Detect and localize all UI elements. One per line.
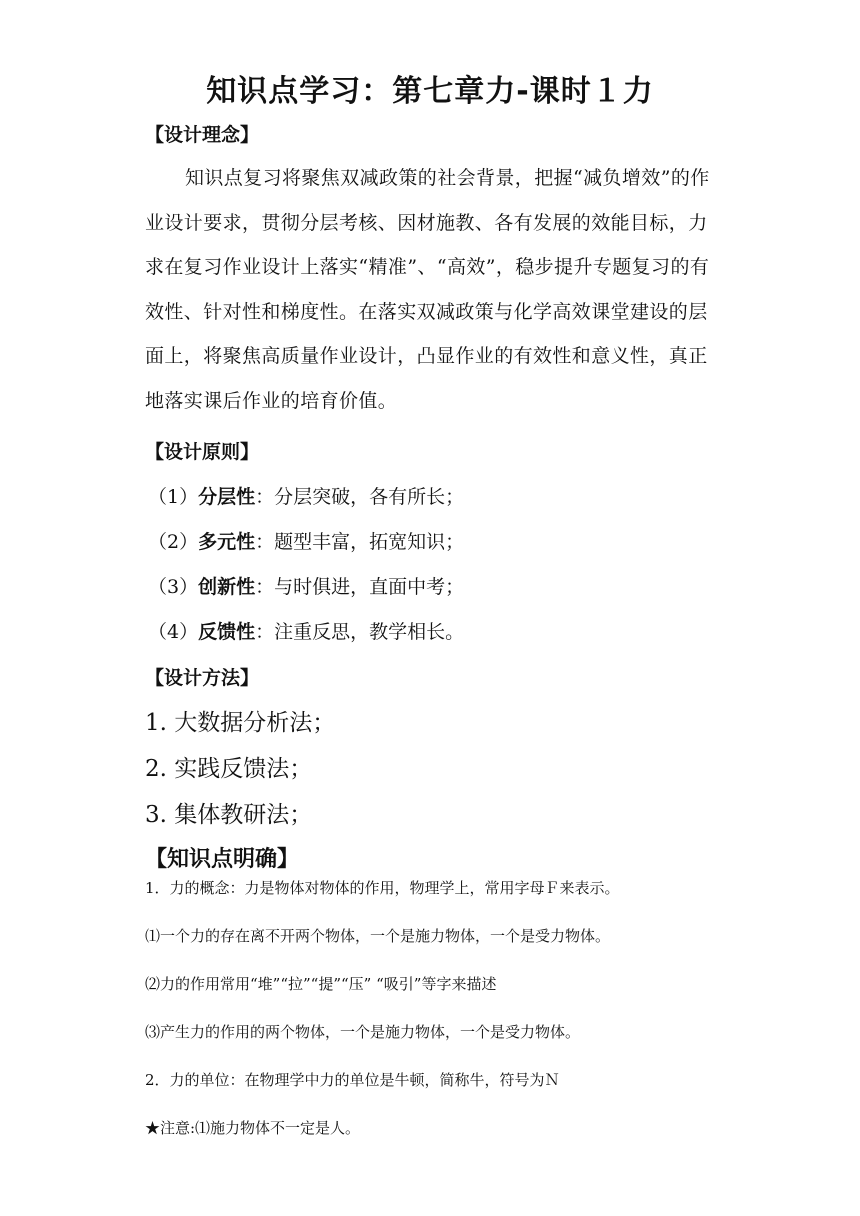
knowledge-line: ⑶产生力的作用的两个物体，一个是施力物体，一个是受力物体。: [145, 1023, 581, 1041]
method-item: 2. 实践反馈法；: [145, 756, 313, 782]
knowledge-line: ★注意:⑴施力物体不一定是人。: [145, 1119, 361, 1137]
principle-key: 分层性: [198, 486, 256, 508]
knowledge-heading: 【知识点明确】: [145, 847, 300, 872]
design-principles-heading: 【设计原则】: [145, 441, 260, 463]
principle-number: （2）: [148, 531, 199, 553]
principle-key: 多元性: [198, 531, 256, 553]
page-title: 知识点学习：第七章力-课时１力: [206, 74, 654, 109]
principle-item: [148, 617, 464, 644]
principle-number: （1）: [148, 486, 199, 508]
principle-number: （3）: [148, 576, 199, 598]
principle-item: [148, 482, 464, 509]
design-concept-text: 知识点复习将聚焦双减政策的社会背景，把握“减负增效”的作业设计要求，贯彻分层考核、因材施教、各有发展的效能目标，力求在复习作业设计上落实“精准”、“高效”，稳步提升专题复习的有效性、针对性和梯度性。在落实双减政策与化学高效课堂建设的层面上，将聚焦高质量作业设计，凸显作业的有效性和意义性，真正地落实课后作业的培育价值。: [145, 167, 710, 412]
design-concept-paragraph: [145, 156, 725, 423]
method-item: 3. 集体教研法；: [145, 802, 313, 828]
method-item: 1. 大数据分析法；: [145, 710, 336, 736]
principle-item: [148, 527, 464, 554]
knowledge-line: ⑴一个力的存在离不开两个物体，一个是施力物体，一个是受力物体。: [145, 927, 611, 945]
principle-text: ：题型丰富，拓宽知识；: [255, 531, 465, 553]
principle-key: 反馈性: [198, 621, 256, 643]
principle-text: ：与时俱进，直面中考；: [255, 576, 465, 598]
principle-text: ：分层突破，各有所长；: [255, 486, 465, 508]
principle-text: ：注重反思，教学相长。: [255, 621, 465, 643]
design-concept-heading: 【设计理念】: [145, 124, 260, 146]
design-methods-heading: 【设计方法】: [145, 667, 260, 689]
knowledge-line: 1．力的概念：力是物体对物体的作用，物理学上，常用字母Ｆ来表示。: [145, 879, 620, 897]
principle-number: （4）: [148, 621, 199, 643]
principle-key: 创新性: [198, 576, 256, 598]
principle-item: [148, 572, 464, 599]
knowledge-line: 2．力的单位：在物理学中力的单位是牛顿，简称牛，符号为Ｎ: [145, 1071, 560, 1089]
knowledge-line: ⑵力的作用常用“堆”“拉”“提”“压” “吸引”等字来描述: [145, 975, 497, 993]
